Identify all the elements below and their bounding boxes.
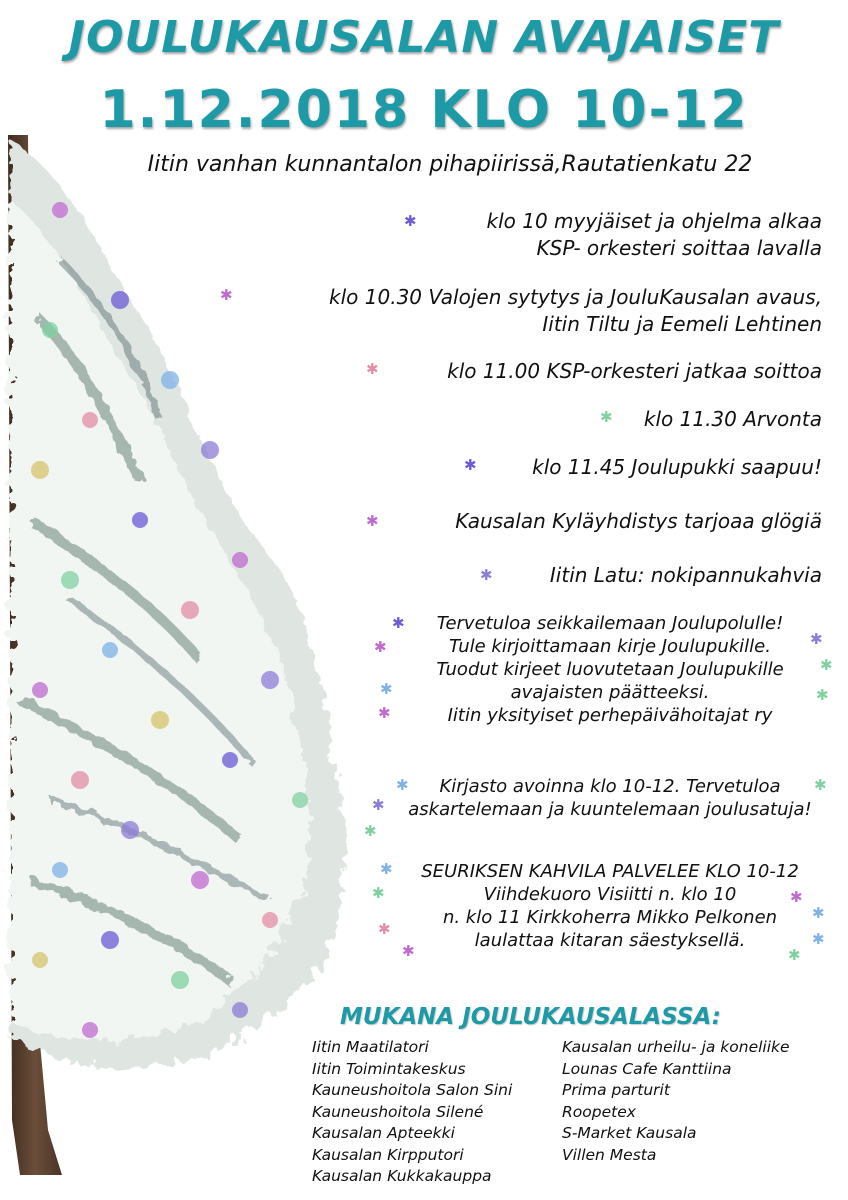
- participant-item: Lounas Cafe Kanttiina: [562, 1059, 732, 1078]
- sparkle-icon: ✱: [404, 212, 417, 230]
- participant-item: Prima parturit: [562, 1081, 670, 1099]
- program-item: [487, 208, 823, 262]
- sparkle-icon: ✱: [366, 360, 379, 378]
- seuriksen-line: SEURIKSEN KAHVILA PALVELEE KLO 10-12: [421, 861, 799, 882]
- event-title: JOULUKAUSALAN AVAJAISET: [68, 12, 780, 63]
- sparkle-icon: ✱: [812, 904, 825, 922]
- sparkle-icon: ✱: [600, 408, 613, 426]
- program-line: klo 11.00 KSP-orkesteri jatkaa soittoa: [447, 359, 822, 383]
- joulupolku-line: Tervetuloa seikkailemaan Joulupolulle!: [436, 613, 784, 634]
- participant-item: Kausalan Apteekki: [312, 1124, 455, 1142]
- sparkle-icon: ✱: [402, 942, 415, 960]
- participant-item: Villen Mesta: [562, 1145, 657, 1164]
- sparkle-icon: ✱: [480, 566, 493, 584]
- program-line: KSP- orkesteri soittaa lavalla: [536, 236, 822, 260]
- kirjasto-line: Kirjasto avoinna klo 10-12. Tervetuloa: [439, 776, 781, 797]
- participant-item: Kauneushoitola Silené: [312, 1102, 484, 1121]
- sparkle-icon: ✱: [396, 776, 409, 794]
- seuriksen-line: Viihdekuoro Visiitti n. klo 10: [483, 884, 737, 905]
- sparkle-icon: ✱: [816, 686, 829, 704]
- sparkle-icon: ✱: [364, 822, 377, 840]
- participant-item: Kausalan Kukkakauppa: [312, 1167, 492, 1185]
- program-item: [644, 406, 822, 433]
- participants-left-column: [312, 1037, 512, 1188]
- sparkle-icon: ✱: [788, 946, 801, 964]
- sparkle-icon: ✱: [464, 456, 477, 474]
- program-item: [532, 454, 822, 481]
- sparkle-icon: ✱: [810, 630, 823, 648]
- program-line: klo 10.30 Valojen sytytys ja JouluKausalan avaus,: [329, 285, 822, 309]
- sparkle-icon: ✱: [374, 638, 387, 656]
- program-line: klo 11.45 Joulupukki saapuu!: [532, 455, 822, 479]
- sparkle-icon: ✱: [380, 680, 393, 698]
- joulupolku-line: Tuodut kirjeet luovutetaan Joulupukille: [436, 659, 784, 680]
- sparkle-icon: ✱: [790, 888, 803, 906]
- program-item: [455, 508, 822, 535]
- seuriksen-line: n. klo 11 Kirkkoherra Mikko Pelkonen: [442, 907, 778, 928]
- event-location: Iitin vanhan kunnantalon pihapiirissä,Rautatienkatu 22: [147, 152, 753, 177]
- participant-item: Iitin Toimintakeskus: [312, 1059, 466, 1078]
- program-line: Iitin Latu: nokipannukahvia: [549, 563, 822, 587]
- participant-item: Kauneushoitola Salon Sini: [312, 1081, 513, 1099]
- participants-heading: MUKANA JOULUKAUSALASSA:: [340, 1004, 721, 1030]
- sparkle-icon: ✱: [392, 614, 405, 632]
- sparkle-icon: ✱: [380, 860, 393, 878]
- sparkle-icon: ✱: [812, 930, 825, 948]
- kirjasto-info: [380, 775, 840, 821]
- sparkle-icon: ✱: [220, 286, 233, 304]
- sparkle-icon: ✱: [814, 776, 827, 794]
- program-line: klo 10 myyjäiset ja ohjelma alkaa: [486, 209, 822, 233]
- joulupolku-line: Iitin yksityiset perhepäivähoitajat ry: [447, 705, 773, 726]
- program-item: [447, 358, 822, 385]
- joulupolku-line: avajaisten päätteeksi.: [510, 682, 710, 703]
- sparkle-icon: ✱: [372, 796, 385, 814]
- sparkle-icon: ✱: [378, 704, 391, 722]
- sparkle-icon: ✱: [372, 884, 385, 902]
- sparkle-icon: ✱: [378, 920, 391, 938]
- program-line: klo 11.30 Arvonta: [643, 407, 822, 431]
- sparkle-icon: ✱: [820, 656, 833, 674]
- program-item: [550, 562, 822, 589]
- event-date-time: 1.12.2018 KLO 10-12: [99, 80, 749, 140]
- program-line: Iitin Tiltu ja Eemeli Lehtinen: [542, 312, 822, 336]
- sparkle-icon: ✱: [366, 512, 379, 530]
- participant-item: S-Market Kausala: [562, 1124, 697, 1142]
- tree-foliage: [10, 140, 345, 1069]
- participants-right-column: [562, 1037, 790, 1166]
- seuriksen-line: laulattaa kitaran säestyksellä.: [474, 930, 746, 951]
- program-line: Kausalan Kyläyhdistys tarjoaa glögiä: [455, 509, 822, 533]
- kirjasto-line: askartelemaan ja kuuntelemaan joulusatuja!: [408, 799, 812, 820]
- participant-item: Kausalan urheilu- ja koneliike: [562, 1038, 790, 1056]
- seuriksen-info: [380, 860, 840, 952]
- joulupolku-info: [390, 612, 830, 727]
- joulupolku-line: Tule kirjoittamaan kirje Joulupukille.: [449, 636, 771, 657]
- program-item: [329, 284, 822, 338]
- participant-item: Kausalan Kirpputori: [312, 1145, 464, 1164]
- participant-item: Iitin Maatilatori: [312, 1038, 429, 1056]
- participant-item: Roopetex: [562, 1102, 636, 1121]
